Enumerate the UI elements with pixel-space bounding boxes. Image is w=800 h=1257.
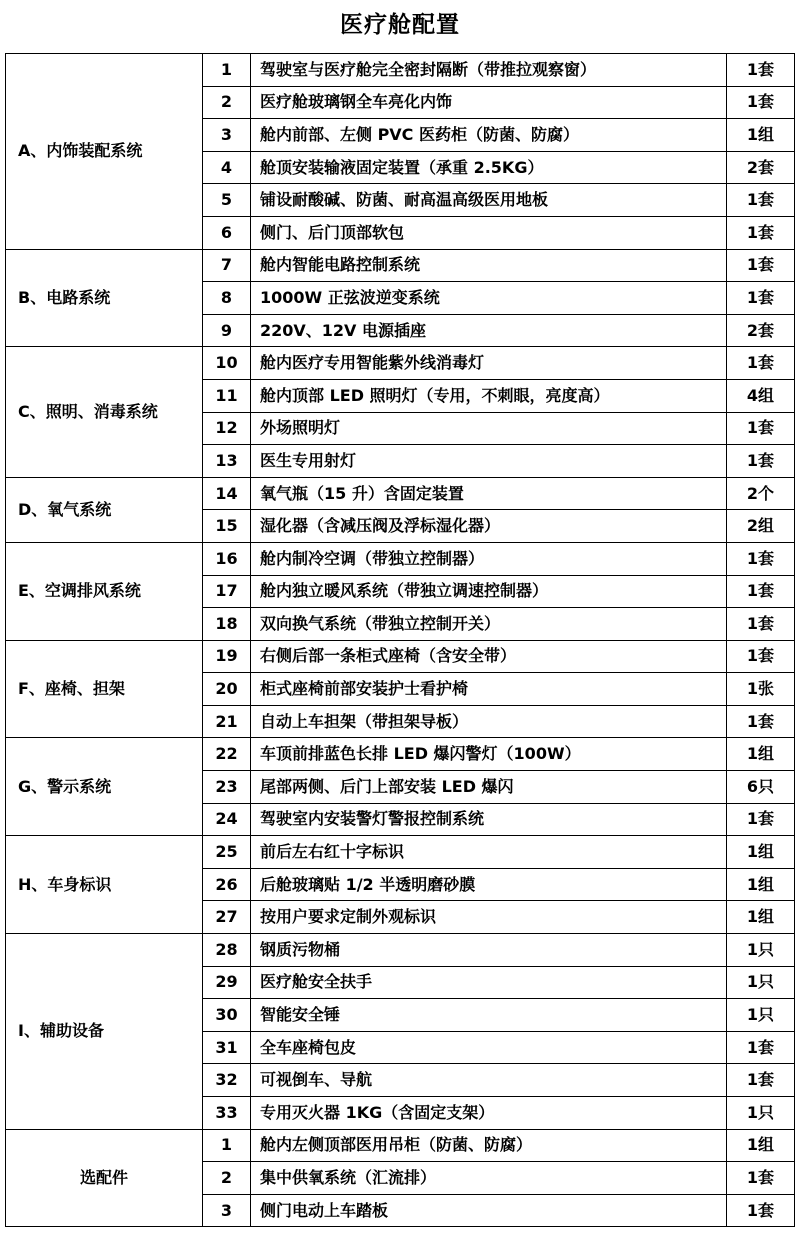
item-quantity: 1套 bbox=[727, 608, 795, 641]
item-quantity: 1只 bbox=[727, 999, 795, 1032]
item-description: 220V、12V 电源插座 bbox=[251, 314, 727, 347]
category-cell: E、空调排风系统 bbox=[6, 542, 203, 640]
item-description: 医生专用射灯 bbox=[251, 445, 727, 478]
item-number: 33 bbox=[203, 1097, 251, 1130]
item-quantity: 1组 bbox=[727, 738, 795, 771]
item-description: 医疗舱安全扶手 bbox=[251, 966, 727, 999]
item-description: 医疗舱玻璃钢全车亮化内饰 bbox=[251, 86, 727, 119]
item-description: 舱顶安装输液固定装置（承重 2.5KG） bbox=[251, 151, 727, 184]
item-quantity: 1张 bbox=[727, 673, 795, 706]
item-description: 湿化器（含减压阀及浮标湿化器） bbox=[251, 510, 727, 543]
item-description: 舱内独立暖风系统（带独立调速控制器） bbox=[251, 575, 727, 608]
table-row bbox=[6, 738, 795, 771]
item-description: 车顶前排蓝色长排 LED 爆闪警灯（100W） bbox=[251, 738, 727, 771]
item-quantity: 1套 bbox=[727, 216, 795, 249]
item-description: 后舱玻璃贴 1/2 半透明磨砂膜 bbox=[251, 868, 727, 901]
category-cell: H、车身标识 bbox=[6, 836, 203, 934]
item-number: 7 bbox=[203, 249, 251, 282]
item-quantity: 1组 bbox=[727, 836, 795, 869]
item-quantity: 1套 bbox=[727, 640, 795, 673]
item-quantity: 1套 bbox=[727, 1064, 795, 1097]
item-quantity: 1套 bbox=[727, 249, 795, 282]
item-quantity: 4组 bbox=[727, 379, 795, 412]
item-description: 尾部两侧、后门上部安装 LED 爆闪 bbox=[251, 771, 727, 804]
item-description: 1000W 正弦波逆变系统 bbox=[251, 282, 727, 315]
item-description: 双向换气系统（带独立控制开关） bbox=[251, 608, 727, 641]
item-description: 舱内前部、左侧 PVC 医药柜（防菌、防腐） bbox=[251, 119, 727, 152]
item-quantity: 2个 bbox=[727, 477, 795, 510]
item-number: 5 bbox=[203, 184, 251, 217]
item-number: 17 bbox=[203, 575, 251, 608]
table-row bbox=[6, 54, 795, 87]
item-quantity: 1套 bbox=[727, 1162, 795, 1195]
item-quantity: 1组 bbox=[727, 868, 795, 901]
item-number: 8 bbox=[203, 282, 251, 315]
item-quantity: 1套 bbox=[727, 1031, 795, 1064]
category-cell: D、氧气系统 bbox=[6, 477, 203, 542]
item-number: 21 bbox=[203, 705, 251, 738]
table-row bbox=[6, 1129, 795, 1162]
page-title: 医疗舱配置 bbox=[340, 12, 460, 38]
item-number: 29 bbox=[203, 966, 251, 999]
item-number: 14 bbox=[203, 477, 251, 510]
item-number: 19 bbox=[203, 640, 251, 673]
item-number: 27 bbox=[203, 901, 251, 934]
config-table-body bbox=[6, 54, 795, 1227]
table-row bbox=[6, 249, 795, 282]
item-quantity: 2套 bbox=[727, 151, 795, 184]
table-row bbox=[6, 542, 795, 575]
item-quantity: 1组 bbox=[727, 1129, 795, 1162]
item-description: 舱内医疗专用智能紫外线消毒灯 bbox=[251, 347, 727, 380]
item-quantity: 1只 bbox=[727, 934, 795, 967]
item-number: 18 bbox=[203, 608, 251, 641]
item-description: 铺设耐酸碱、防菌、耐高温高级医用地板 bbox=[251, 184, 727, 217]
item-number: 32 bbox=[203, 1064, 251, 1097]
item-description: 侧门电动上车踏板 bbox=[251, 1194, 727, 1227]
category-cell: I、辅助设备 bbox=[6, 934, 203, 1130]
table-row bbox=[6, 640, 795, 673]
item-quantity: 1套 bbox=[727, 54, 795, 87]
table-row bbox=[6, 836, 795, 869]
item-quantity: 1只 bbox=[727, 966, 795, 999]
item-number: 15 bbox=[203, 510, 251, 543]
item-quantity: 1只 bbox=[727, 1097, 795, 1130]
item-description: 专用灭火器 1KG（含固定支架） bbox=[251, 1097, 727, 1130]
item-number: 10 bbox=[203, 347, 251, 380]
item-quantity: 1套 bbox=[727, 445, 795, 478]
item-description: 舱内制冷空调（带独立控制器） bbox=[251, 542, 727, 575]
item-description: 智能安全锤 bbox=[251, 999, 727, 1032]
item-number: 23 bbox=[203, 771, 251, 804]
item-number: 6 bbox=[203, 216, 251, 249]
item-number: 11 bbox=[203, 379, 251, 412]
item-quantity: 1组 bbox=[727, 901, 795, 934]
item-number: 20 bbox=[203, 673, 251, 706]
item-number: 2 bbox=[203, 1162, 251, 1195]
item-quantity: 1套 bbox=[727, 184, 795, 217]
item-quantity: 2组 bbox=[727, 510, 795, 543]
item-description: 侧门、后门顶部软包 bbox=[251, 216, 727, 249]
item-description: 右侧后部一条柜式座椅（含安全带） bbox=[251, 640, 727, 673]
item-description: 舱内顶部 LED 照明灯（专用，不刺眼，亮度高） bbox=[251, 379, 727, 412]
item-description: 氧气瓶（15 升）含固定装置 bbox=[251, 477, 727, 510]
item-quantity: 1套 bbox=[727, 412, 795, 445]
item-description: 自动上车担架（带担架导板） bbox=[251, 705, 727, 738]
item-description: 按用户要求定制外观标识 bbox=[251, 901, 727, 934]
table-row bbox=[6, 477, 795, 510]
item-description: 前后左右红十字标识 bbox=[251, 836, 727, 869]
item-description: 舱内智能电路控制系统 bbox=[251, 249, 727, 282]
item-quantity: 1套 bbox=[727, 1194, 795, 1227]
item-number: 22 bbox=[203, 738, 251, 771]
item-quantity: 1套 bbox=[727, 542, 795, 575]
item-number: 3 bbox=[203, 119, 251, 152]
item-description: 舱内左侧顶部医用吊柜（防菌、防腐） bbox=[251, 1129, 727, 1162]
item-quantity: 2套 bbox=[727, 314, 795, 347]
item-quantity: 1套 bbox=[727, 705, 795, 738]
item-quantity: 1套 bbox=[727, 575, 795, 608]
item-number: 26 bbox=[203, 868, 251, 901]
item-number: 9 bbox=[203, 314, 251, 347]
item-quantity: 1套 bbox=[727, 347, 795, 380]
category-cell: A、内饰装配系统 bbox=[6, 54, 203, 250]
item-number: 2 bbox=[203, 86, 251, 119]
item-quantity: 1套 bbox=[727, 86, 795, 119]
category-cell: G、警示系统 bbox=[6, 738, 203, 836]
table-row bbox=[6, 934, 795, 967]
item-number: 24 bbox=[203, 803, 251, 836]
item-number: 12 bbox=[203, 412, 251, 445]
item-quantity: 1套 bbox=[727, 282, 795, 315]
item-number: 25 bbox=[203, 836, 251, 869]
item-number: 3 bbox=[203, 1194, 251, 1227]
item-description: 可视倒车、导航 bbox=[251, 1064, 727, 1097]
item-number: 1 bbox=[203, 1129, 251, 1162]
item-number: 4 bbox=[203, 151, 251, 184]
item-number: 31 bbox=[203, 1031, 251, 1064]
item-description: 钢质污物桶 bbox=[251, 934, 727, 967]
category-cell: C、照明、消毒系统 bbox=[6, 347, 203, 477]
item-description: 驾驶室内安装警灯警报控制系统 bbox=[251, 803, 727, 836]
item-number: 13 bbox=[203, 445, 251, 478]
item-number: 1 bbox=[203, 54, 251, 87]
item-description: 驾驶室与医疗舱完全密封隔断（带推拉观察窗） bbox=[251, 54, 727, 87]
category-cell: F、座椅、担架 bbox=[6, 640, 203, 738]
item-number: 16 bbox=[203, 542, 251, 575]
item-quantity: 6只 bbox=[727, 771, 795, 804]
item-quantity: 1套 bbox=[727, 803, 795, 836]
item-number: 28 bbox=[203, 934, 251, 967]
category-cell: 选配件 bbox=[6, 1129, 203, 1227]
config-table bbox=[5, 53, 795, 1227]
category-cell: B、电路系统 bbox=[6, 249, 203, 347]
item-description: 柜式座椅前部安装护士看护椅 bbox=[251, 673, 727, 706]
item-description: 外场照明灯 bbox=[251, 412, 727, 445]
item-quantity: 1组 bbox=[727, 119, 795, 152]
item-description: 集中供氧系统（汇流排） bbox=[251, 1162, 727, 1195]
item-description: 全车座椅包皮 bbox=[251, 1031, 727, 1064]
table-row bbox=[6, 347, 795, 380]
item-number: 30 bbox=[203, 999, 251, 1032]
